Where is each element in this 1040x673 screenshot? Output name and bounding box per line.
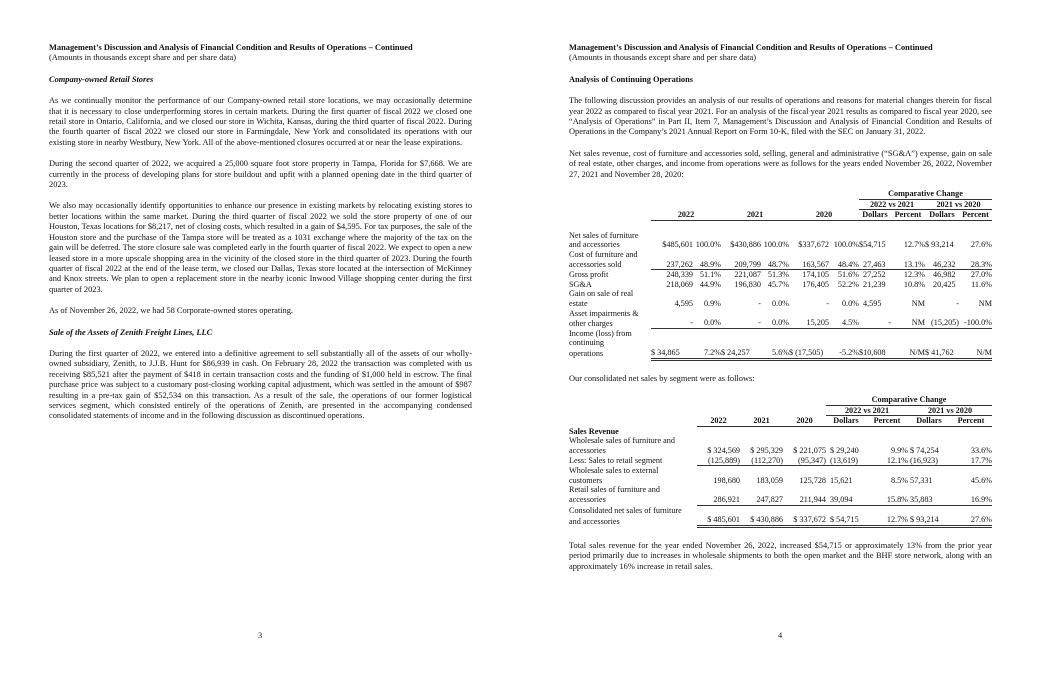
dollars-header: Dollars — [908, 416, 950, 427]
col-2020-header: 2020 — [783, 416, 826, 427]
cell: 46,232 — [925, 260, 959, 270]
sales-revenue-label: Sales Revenue — [569, 426, 619, 436]
cell: $ 324,569 — [707, 445, 740, 455]
row-label: Consolidated net sales of furniture — [569, 505, 682, 515]
table-header-row — [569, 189, 992, 199]
table-row — [569, 466, 992, 476]
cell: N/M — [959, 348, 992, 359]
table-row — [569, 446, 992, 456]
table-row — [569, 280, 992, 290]
paragraph: Total sales revenue for the year ended November 26, 2022, increased $54,715 or approximately 13% from the prior year period primarily due to increases in wholesale shipments to both the open market and the BHF store network, along with an approximately 16% increase in retail sales. — [569, 540, 992, 571]
table-row — [569, 309, 992, 319]
cell: (125,889) — [697, 456, 740, 466]
cell: (13,619) — [826, 456, 866, 466]
row-label: Gross profit — [569, 270, 609, 280]
row-label: Cost of furniture and — [569, 250, 638, 260]
cell: 12.7% — [903, 240, 925, 250]
cell: 0.0% — [693, 318, 721, 328]
table-row — [569, 505, 992, 515]
operations-results-table — [569, 189, 992, 361]
row-label: Wholesale sales to external — [569, 466, 659, 476]
cell: 0.0% — [771, 299, 789, 308]
cell: 12.1% — [866, 456, 908, 466]
cell: 209,799 — [721, 260, 761, 270]
cell: NM — [891, 318, 925, 328]
table-row — [569, 515, 992, 526]
cell: - — [826, 299, 829, 308]
paragraph: During the second quarter of 2022, we acquired a 25,000 square foot store property in Tampa, Florida for $7,668. We are currently in the process of developing plans for store buildout and upfit with a planned opening date in the third quarter of 2023. — [49, 159, 472, 190]
table-row — [569, 456, 992, 466]
section-title-continuing-operations: Analysis of Continuing Operations — [569, 74, 694, 84]
table-row — [569, 426, 992, 436]
paragraph: As of November 26, 2022, we had 58 Corporate-owned stores operating. — [49, 306, 293, 316]
cell: 27.6% — [970, 240, 992, 250]
cell: -100.0% — [959, 318, 992, 328]
table-row — [569, 231, 992, 241]
cell: 8.5% — [890, 475, 908, 485]
cell: 211,944 — [783, 495, 826, 505]
table-row — [569, 485, 992, 495]
segment-sales-table — [569, 395, 992, 528]
table-header-row — [569, 210, 992, 221]
cell: N/M — [891, 348, 925, 359]
cell: 27,252 — [863, 270, 886, 280]
percent-header: Percent — [950, 416, 992, 427]
cell: $ 93,214 — [925, 240, 954, 250]
cell: - — [758, 299, 761, 308]
cell: 28.3% — [959, 260, 992, 270]
table-row — [569, 338, 992, 348]
cell: 27.6% — [950, 515, 992, 526]
cell: 5.6% — [761, 348, 789, 359]
row-label: Retail sales of furniture and — [569, 485, 660, 495]
cell: 198,680 — [713, 475, 740, 485]
cell: $10,608 — [859, 348, 891, 359]
page-header-title: Management’s Discussion and Analysis of Financial Condition and Results of Operations – Continued — [49, 43, 413, 52]
cell: 100.0% — [695, 240, 721, 250]
cell: 39,094 — [826, 495, 866, 505]
cell: 218,069 — [666, 279, 693, 289]
table-header-row — [569, 416, 992, 427]
table-row — [569, 289, 992, 299]
row-label: operations — [569, 349, 604, 359]
table-row — [569, 436, 992, 446]
cell: 176,405 — [802, 279, 829, 289]
page-header-subtitle: (Amounts in thousands except share and per share data) — [49, 53, 236, 63]
cell: 100.0% — [763, 240, 789, 250]
cell: 125,728 — [799, 475, 826, 485]
cell: 35,883 — [908, 495, 950, 505]
cell: - — [651, 318, 693, 328]
row-label: Net sales of furniture — [569, 230, 639, 240]
cell: 4.5% — [829, 318, 859, 328]
cell: (15,205) — [925, 318, 959, 328]
cell: 21,239 — [863, 279, 886, 289]
cell: 48.4% — [829, 260, 859, 270]
table-row — [569, 476, 992, 486]
cell: 27.0% — [970, 270, 992, 280]
paragraph: During the first quarter of 2022, we entered into a definitive agreement to sell substantially all of the assets of our wholly-owned subsidiary, Zenith, to J.J.B. Hunt for $86,939 in cash. On February 28, 2022 the transaction was completed with us receiving $85,521 after the payment of $418 in certain transaction costs and the funding of $1,000 held in escrow. The final purchase price was subject to a customary post-closing working capital adjustment, which was settled in the amount of $987 resulting in a pre-tax gain of $52,534 on this transaction. As a result of the sale, the operations of our former logistical services segment, which consisted entirely of the operations of Zenith, are presented in the accompanying condensed consolidated statements of income and in the following discussion as discontinued operations. — [49, 348, 472, 421]
comparative-change-header: Comparative Change — [859, 189, 992, 199]
percent-header: Percent — [959, 210, 992, 221]
table-header-row — [569, 395, 992, 405]
paragraph: As we continually monitor the performance of our Company-owned retail store locations, we may occasionally determine that it is necessary to close underperforming stores in certain markets. During the first quarter of fiscal 2022 we closed one retail store in Ontario, California, and we closed our store in Wichita, Kansas, during the third quarter of fiscal 2022. During the fourth quarter of fiscal 2022 we closed our store in Farmingdale, New York and consolidated its operations with our existing store in nearby Westbury, New York. All of the above-mentioned closures occurred at or near the lease expirations. — [49, 96, 472, 147]
page-header-title: Management’s Discussion and Analysis of Financial Condition and Results of Operations – Continued — [569, 43, 933, 52]
paragraph: Net sales revenue, cost of furniture and accessories sold, selling, general and administrative (“SG&A”) expense, gain on sale of real estate, other charges, and income from operations were as follows for the years ended November 26, 2022, November 27, 2021 and November 28, 2020: — [569, 148, 992, 179]
row-label: other charges — [569, 318, 613, 328]
cell: 33.6% — [970, 445, 992, 455]
cell: 51.6% — [837, 270, 859, 280]
cell: 44.9% — [699, 279, 721, 289]
cell: $ 295,329 — [750, 445, 783, 455]
cell: 51.1% — [699, 270, 721, 280]
cell: 48.7% — [761, 260, 789, 270]
row-label: estate — [569, 299, 588, 308]
table-row — [569, 299, 992, 309]
dollars-header: Dollars — [859, 210, 891, 221]
cell: 45.6% — [970, 475, 992, 485]
cell: 52.2% — [837, 279, 859, 289]
cell: $ (17,505) — [789, 348, 829, 359]
page-3-content — [49, 43, 472, 422]
cell: 15,621 — [830, 475, 853, 485]
cell: $ 34,865 — [651, 348, 693, 359]
table-header-row — [569, 405, 992, 416]
col-2021-header: 2021 — [740, 416, 783, 427]
cell: $ 54,715 — [826, 515, 866, 526]
cell: 0.0% — [761, 318, 789, 328]
page-number: 4 — [778, 631, 783, 640]
cell: 237,262 — [651, 260, 693, 270]
row-label: accessories — [569, 495, 606, 505]
cell: NM — [978, 299, 992, 308]
page-number: 3 — [258, 631, 263, 640]
cell: (16,923) — [908, 456, 950, 466]
cell: $430,886 — [730, 240, 761, 250]
paragraph: We also may occasionally identify opportunities to enhance our presence in existing markets by relocating existing stores to better locations within the same market. During the third quarter of fiscal 2022 we sold the store property of one of our Houston, Texas locations for $8,217, net of closing costs, which resulted in a gain of $4,595. For tax purposes, the sale of the Houston store and the purchase of the Tampa store will be treated as a 1031 exchange where the majority of the tax on the gain will be deferred. The store closure sale was completed early in the fourth quarter of fiscal 2022. We expect to open a new leased store in a more upscale shopping area in the vicinity of the closed store in the third quarter of 2023. During the fourth quarter of fiscal 2022 at the end of the lease term, we closed our Dallas, Texas store located at the intersection of McKinney and Knox streets. We plan to open a replacement store in the nearby iconic Inwood Village shopping center during the first quarter of 2023. — [49, 201, 472, 294]
cell: 20,425 — [933, 279, 956, 289]
cell: (95,347) — [783, 456, 826, 466]
row-label: and accessories — [569, 516, 620, 526]
row-label: Asset impairments & — [569, 308, 639, 318]
page-4-content — [569, 43, 992, 572]
cell: $ 74,254 — [910, 445, 939, 455]
cell: $ 93,214 — [908, 515, 950, 526]
paragraph: Our consolidated net sales by segment were as follows: — [569, 373, 755, 383]
row-label: customers — [569, 475, 603, 485]
cell: 10.8% — [903, 279, 925, 289]
table-row — [569, 495, 992, 505]
comparative-change-header: Comparative Change — [826, 395, 992, 405]
table-row — [569, 328, 992, 338]
cell: 7.2% — [693, 348, 721, 359]
row-label: Income (loss) from — [569, 328, 632, 338]
cell: 163,567 — [789, 260, 829, 270]
cell: (112,270) — [740, 456, 783, 466]
cell: 15.8% — [866, 495, 908, 505]
section-title-retail-stores: Company-owned Retail Stores — [49, 74, 154, 84]
percent-header: Percent — [891, 210, 925, 221]
table-row — [569, 250, 992, 260]
cell: $ 221,075 — [793, 445, 826, 455]
page-4 — [520, 0, 1040, 673]
period-2021-vs-2020-header: 2021 vs 2020 — [908, 405, 992, 416]
cell: $ 41,762 — [925, 348, 959, 359]
col-2020-header: 2020 — [789, 210, 859, 221]
cell: $485,601 — [662, 240, 693, 250]
cell: $ 24,257 — [721, 348, 761, 359]
table-header-row — [569, 199, 992, 210]
table-row — [569, 270, 992, 280]
cell: - — [956, 299, 959, 308]
cell: 17.7% — [950, 456, 992, 466]
cell: -5.2% — [829, 348, 859, 359]
cell: 0.9% — [703, 299, 721, 308]
paragraph: The following discussion provides an analysis of our results of operations and reasons for material changes therein for fiscal year 2022 as compared to fiscal year 2021. For an analysis of the fiscal year 2021 results as compared to fiscal year 2020, see “Analysis of Operations” in Part II, Item 7, Management’s Discussion and Analysis of Financial Condition and Results of Operations in the Company’s 2021 Annual Report on Form 10-K, filed with the SEC on January 31, 2022. — [569, 96, 992, 137]
cell: $54,715 — [859, 240, 886, 250]
cell: 12.7% — [866, 515, 908, 526]
cell: 45.7% — [767, 279, 789, 289]
row-label: accessories — [569, 445, 606, 455]
col-2021-header: 2021 — [721, 210, 789, 221]
cell: 11.6% — [971, 279, 992, 289]
percent-header: Percent — [866, 416, 908, 427]
period-2021-vs-2020-header: 2021 vs 2020 — [925, 199, 992, 210]
col-2022-header: 2022 — [651, 210, 721, 221]
dollars-header: Dollars — [826, 416, 866, 427]
cell: 27,463 — [859, 260, 891, 270]
row-label: Less: Sales to retail segment — [569, 456, 663, 466]
cell: $337,672 — [798, 240, 829, 250]
cell: 57,331 — [910, 475, 933, 485]
cell: 183,059 — [756, 475, 783, 485]
row-label: accessories sold — [569, 260, 622, 270]
row-label: SG&A — [569, 279, 592, 289]
col-2022-header: 2022 — [697, 416, 740, 427]
cell: 100.0% — [833, 240, 859, 250]
table-row — [569, 260, 992, 270]
cell: 248,339 — [666, 270, 693, 280]
cell: 13.1% — [891, 260, 925, 270]
cell: $ 337,672 — [783, 515, 826, 526]
cell: 247,827 — [740, 495, 783, 505]
cell: 46,982 — [933, 270, 956, 280]
row-label: continuing — [569, 338, 605, 348]
page-header-subtitle: (Amounts in thousands except share and per share data) — [569, 53, 756, 63]
row-label: and accessories — [569, 240, 620, 250]
cell: 0.0% — [841, 299, 859, 308]
cell: - — [721, 318, 761, 328]
cell: 51.3% — [767, 270, 789, 280]
cell: $ 29,240 — [830, 445, 859, 455]
cell: NM — [911, 299, 925, 308]
cell: $ 485,601 — [697, 515, 740, 526]
cell: $ 430,886 — [740, 515, 783, 526]
dollars-header: Dollars — [925, 210, 959, 221]
cell: 15,205 — [789, 318, 829, 328]
cell: 48.9% — [693, 260, 721, 270]
section-title-zenith-sale: Sale of the Assets of Zenith Freight Lines, LLC — [49, 327, 213, 337]
cell: 9.9% — [890, 445, 908, 455]
cell: 221,087 — [734, 270, 761, 280]
table-row — [569, 318, 992, 328]
cell: 4,595 — [863, 299, 882, 308]
row-label: Gain on sale of real — [569, 289, 634, 299]
cell: 4,595 — [674, 299, 693, 308]
table-row — [569, 348, 992, 359]
cell: 12.3% — [903, 270, 925, 280]
cell: - — [859, 318, 891, 328]
cell: 174,105 — [802, 270, 829, 280]
row-label: Wholesale sales of furniture and — [569, 436, 675, 446]
table-row — [569, 240, 992, 250]
period-2022-vs-2021-header: 2022 vs 2021 — [826, 405, 908, 416]
cell: 286,921 — [697, 495, 740, 505]
cell: 196,830 — [734, 279, 761, 289]
cell: 16.9% — [950, 495, 992, 505]
period-2022-vs-2021-header: 2022 vs 2021 — [859, 199, 925, 210]
